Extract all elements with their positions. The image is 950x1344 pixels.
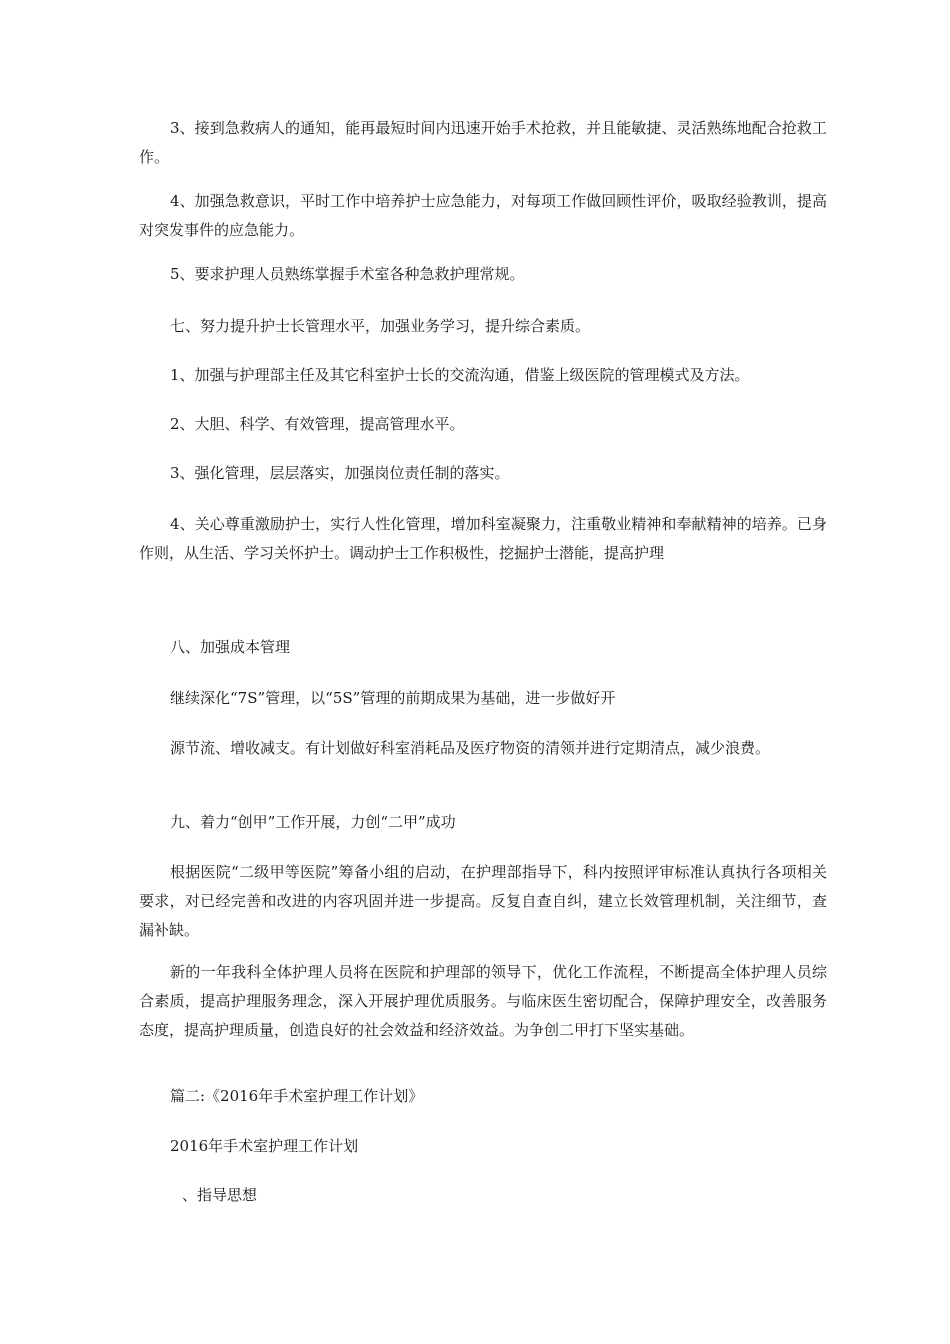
paragraph-cost-intro: 继续深化“7S”管理，以“5S”管理的前期成果为基础，进一步做好开 (170, 689, 616, 707)
section-heading-9: 九、着力“创甲”工作开展，力创“二甲”成功 (170, 813, 456, 831)
paragraph-new-year: 新的一年我科全体护理人员将在医院和护理部的领导下，优化工作流程，不断提高全体护理人员综合素质，提高护理服务理念，深入开展护理优质服务。与临床医生密切配合，保障护理安全，改善服务态度，提高护理质量，创造良好的社会效益和经济效益。为争创二甲打下坚实基础。 (139, 963, 827, 1039)
paragraph-cost-detail: 源节流、增收减支。有计划做好科室消耗品及医疗物资的清领并进行定期清点，减少浪费。 (170, 739, 771, 757)
paragraph-emergency-3: 3、接到急救病人的通知，能再最短时间内迅速开始手术抢救，并且能敏捷、灵活熟练地配合抢救工作。 (139, 119, 827, 166)
section-heading-8: 八、加强成本管理 (170, 638, 291, 656)
section-heading-7: 七、努力提升护士长管理水平，加强业务学习，提升综合素质。 (170, 317, 591, 335)
paragraph-management-2: 2、大胆、科学、有效管理，提高管理水平。 (170, 415, 465, 433)
paragraph-accreditation: 根据医院“二级甲等医院”筹备小组的启动，在护理部指导下，科内按照评审标准认真执行各项相关要求，对已经完善和改进的内容巩固并进一步提高。反复自查自纠，建立长效管理机制，关注细节，查漏补缺。 (139, 863, 827, 939)
plan-title: 2016年手术室护理工作计划 (170, 1137, 359, 1155)
paragraph-emergency-5: 5、要求护理人员熟练掌握手术室各种急救护理常规。 (170, 265, 525, 283)
paragraph-management-4: 4、关心尊重激励护士，实行人性化管理，增加科室凝聚力，注重敬业精神和奉献精神的培养。已身作则，从生活、学习关怀护士。调动护士工作积极性，挖掘护士潜能，提高护理 (139, 515, 827, 562)
paragraph-management-3: 3、强化管理，层层落实，加强岗位责任制的落实。 (170, 464, 510, 482)
section-heading-guiding-ideology: 、指导思想 (182, 1186, 258, 1204)
paragraph-emergency-4: 4、加强急救意识，平时工作中培养护士应急能力，对每项工作做回顾性评价，吸取经验教训，提高对突发事件的应急能力。 (139, 192, 827, 239)
paragraph-management-1: 1、加强与护理部主任及其它科室护士长的交流沟通，借鉴上级医院的管理模式及方法。 (170, 366, 750, 384)
article-title-part-two: 篇二:《2016年手术室护理工作计划》 (170, 1087, 424, 1105)
